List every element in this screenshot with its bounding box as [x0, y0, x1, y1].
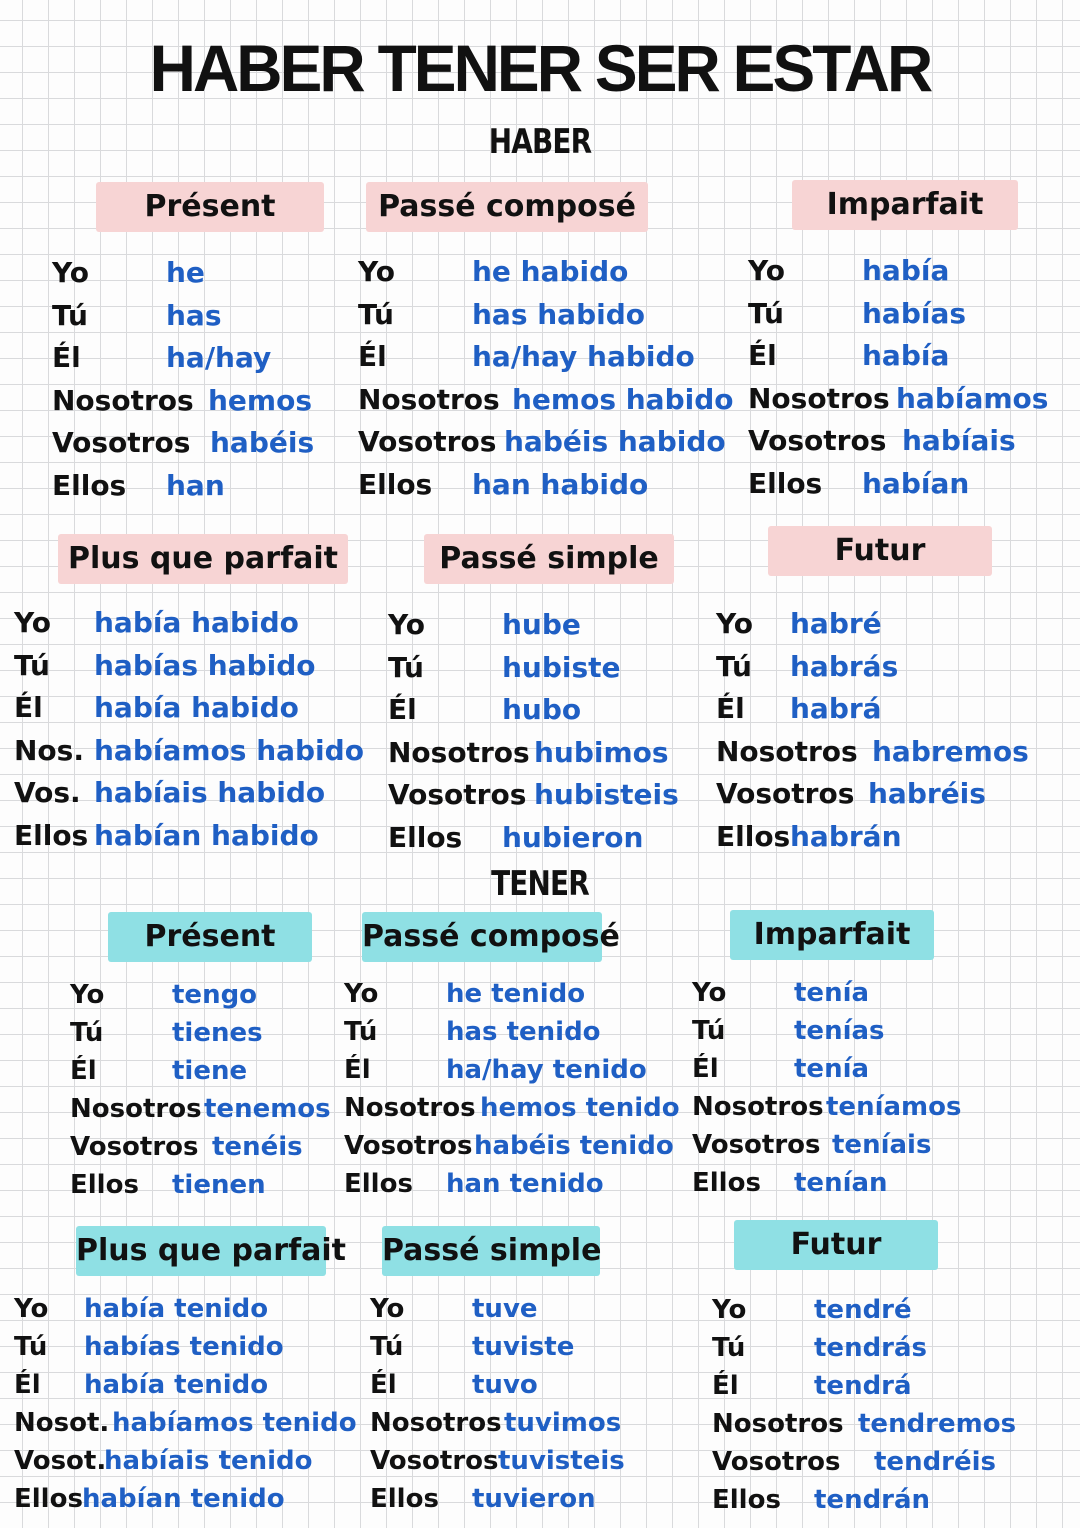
conjugated-form: tendrán	[814, 1485, 931, 1515]
conjugation-row	[712, 1367, 1022, 1405]
conjugated-form: habíamos habido	[94, 733, 364, 767]
conjugated-form: hubo	[502, 693, 582, 726]
conjugation-row	[370, 1404, 630, 1442]
haber-imparfait-label: Imparfait	[792, 180, 1018, 230]
conjugation-row	[344, 1127, 674, 1165]
tener-plus-que-parfait-table	[14, 1290, 357, 1518]
conjugation-row	[344, 975, 674, 1013]
pronoun: Ellos	[344, 1169, 413, 1199]
conjugation-row	[716, 603, 1056, 646]
conjugation-row	[358, 379, 734, 422]
conjugation-row	[748, 335, 1066, 378]
pronoun: Yo	[344, 979, 379, 1009]
conjugated-form: he habido	[472, 255, 629, 288]
conjugated-form: tengo	[172, 980, 258, 1010]
conjugated-form: habrá	[790, 692, 882, 725]
conjugation-row	[692, 1088, 972, 1126]
haber-futur-label: Futur	[768, 526, 992, 576]
conjugated-form: había	[862, 339, 950, 372]
conjugation-row	[14, 1480, 354, 1518]
conjugated-form: ha/hay	[166, 341, 272, 374]
tener-present-table	[70, 976, 332, 1204]
conjugated-form: tenemos	[204, 1094, 331, 1124]
pronoun: Nosotros	[370, 1408, 502, 1438]
conjugated-form: han tenido	[446, 1169, 604, 1199]
conjugated-form: tenías	[794, 1016, 885, 1046]
conjugated-form: habéis tenido	[474, 1131, 674, 1161]
tener-imparfait-table	[692, 974, 972, 1202]
pronoun: Yo	[358, 255, 395, 288]
conjugation-row	[70, 1128, 332, 1166]
haber-present-table	[52, 252, 342, 507]
conjugation-row	[14, 1328, 354, 1366]
pronoun: Él	[70, 1056, 97, 1086]
tener-heading: TENER	[491, 864, 589, 904]
pronoun: Ellos	[370, 1484, 439, 1514]
conjugation-row	[716, 731, 1056, 774]
conjugation-row	[388, 774, 688, 817]
conjugation-row	[748, 250, 1066, 293]
pronoun: Él	[692, 1054, 719, 1084]
haber-passe-simple-label: Passé simple	[424, 534, 674, 584]
tener-passe-simple-table	[370, 1290, 630, 1518]
pronoun: Yo	[14, 1294, 49, 1324]
pronoun: Yo	[70, 980, 105, 1010]
conjugation-row	[748, 378, 1066, 421]
pronoun: Ellos	[692, 1168, 761, 1198]
pronoun: Yo	[388, 608, 425, 641]
conjugation-row	[14, 815, 366, 858]
conjugation-row	[388, 817, 688, 860]
conjugated-form: hemos tenido	[480, 1093, 680, 1123]
conjugated-form: tienes	[172, 1018, 263, 1048]
conjugated-form: has habido	[472, 297, 645, 331]
pronoun: Nosotros	[70, 1094, 202, 1124]
pronoun: Ellos	[358, 467, 433, 501]
conjugated-form: tendré	[814, 1295, 912, 1325]
pronoun: Vosotros	[70, 1132, 199, 1162]
conjugation-row	[692, 1012, 972, 1050]
conjugated-form: habéis	[210, 426, 315, 459]
conjugated-form: habías	[862, 296, 967, 330]
pronoun: Ellos	[712, 1485, 781, 1515]
conjugated-form: tenéis	[212, 1132, 303, 1162]
pronoun: Vosot.	[14, 1446, 107, 1476]
conjugated-form: tuve	[472, 1294, 538, 1324]
pronoun: Ellos	[14, 1484, 83, 1514]
pronoun: Ellos	[748, 466, 823, 500]
conjugated-form: has tenido	[446, 1017, 601, 1047]
tener-passe-simple-label: Passé simple	[382, 1226, 600, 1276]
pronoun: Vosotros	[52, 426, 191, 459]
conjugated-form: tuviste	[472, 1332, 575, 1362]
conjugation-row	[748, 420, 1066, 463]
haber-passe-compose-table	[358, 251, 734, 506]
pronoun: Tú	[14, 648, 50, 682]
conjugated-form: tuvo	[472, 1370, 538, 1400]
conjugated-form: hubisteis	[534, 778, 679, 811]
conjugation-row	[70, 1014, 332, 1052]
pronoun: Él	[716, 692, 745, 725]
conjugated-form: habréis	[868, 777, 986, 810]
pronoun: Yo	[692, 978, 727, 1008]
conjugation-row	[52, 465, 342, 508]
pronoun: Vosotros	[370, 1446, 499, 1476]
pronoun: Yo	[370, 1294, 405, 1324]
conjugated-form: habrás	[790, 649, 899, 683]
pronoun: Él	[344, 1055, 371, 1085]
haber-heading: HABER	[488, 122, 592, 162]
haber-plus-que-parfait-table	[14, 602, 366, 857]
conjugated-form: habrán	[790, 819, 902, 853]
pronoun: Ellos	[14, 818, 89, 852]
conjugated-form: habías tenido	[84, 1332, 284, 1362]
page-title: HABER TENER SER ESTAR	[149, 31, 931, 105]
conjugated-form: teníamos	[826, 1092, 962, 1122]
conjugation-row	[14, 1290, 354, 1328]
pronoun: Vos.	[14, 776, 81, 809]
conjugated-form: habían	[862, 466, 970, 500]
pronoun: Yo	[14, 606, 51, 639]
conjugation-row	[52, 252, 342, 295]
pronoun: Nosotros	[52, 383, 194, 417]
pronoun: Nosotros	[344, 1093, 476, 1123]
conjugation-row	[692, 1164, 972, 1202]
conjugation-row	[712, 1481, 1022, 1519]
conjugated-form: teníais	[832, 1130, 932, 1160]
tener-futur-table	[712, 1291, 1022, 1519]
pronoun: Tú	[70, 1018, 104, 1048]
conjugated-form: tenían	[794, 1168, 888, 1198]
pronoun: Él	[748, 339, 777, 372]
conjugated-form: habíais	[902, 424, 1016, 457]
conjugation-row	[344, 1089, 680, 1127]
conjugated-form: tendréis	[874, 1447, 997, 1477]
pronoun: Tú	[716, 649, 752, 683]
conjugation-row	[716, 646, 1056, 689]
conjugation-row	[14, 1404, 357, 1442]
tener-plus-que-parfait-label: Plus que parfait	[76, 1226, 326, 1276]
conjugation-row	[712, 1291, 1022, 1329]
pronoun: Nosot.	[14, 1408, 110, 1438]
pronoun: Yo	[52, 256, 89, 289]
conjugated-form: hemos habido	[512, 382, 734, 416]
conjugation-row	[388, 604, 688, 647]
tener-passe-compose-table	[344, 975, 680, 1203]
conjugation-row	[344, 1013, 674, 1051]
conjugated-form: habré	[790, 607, 882, 640]
conjugation-row	[14, 1442, 354, 1480]
conjugated-form: habías habido	[94, 648, 316, 682]
pronoun: Vosotros	[712, 1447, 841, 1477]
pronoun: Nosotros	[748, 381, 890, 415]
conjugation-row	[52, 295, 342, 338]
conjugated-form: habían habido	[94, 818, 319, 852]
pronoun: Ellos	[52, 468, 127, 502]
conjugation-row	[14, 730, 366, 773]
pronoun: Él	[388, 693, 417, 726]
conjugation-row	[716, 773, 1056, 816]
conjugated-form: han	[166, 468, 225, 502]
pronoun: Vosotros	[344, 1131, 473, 1161]
conjugation-row	[70, 976, 332, 1014]
conjugation-row	[692, 974, 972, 1012]
conjugation-row	[14, 645, 366, 688]
conjugation-row	[14, 687, 366, 730]
tener-passe-compose-label: Passé composé	[362, 912, 602, 962]
conjugated-form: tendrá	[814, 1371, 912, 1401]
pronoun: Tú	[692, 1016, 726, 1046]
conjugation-row	[344, 1051, 674, 1089]
conjugated-form: tenía	[794, 978, 870, 1008]
conjugation-row	[388, 732, 688, 775]
conjugation-row	[712, 1329, 1022, 1367]
haber-futur-table	[716, 603, 1056, 858]
pronoun: Nosotros	[712, 1409, 844, 1439]
conjugated-form: tendrás	[814, 1333, 928, 1363]
conjugated-form: he	[166, 256, 205, 289]
conjugated-form: tuvisteis	[498, 1446, 625, 1476]
conjugated-form: tienen	[172, 1170, 266, 1200]
pronoun: Tú	[344, 1017, 378, 1047]
conjugation-row	[52, 422, 342, 465]
conjugated-form: hubimos	[534, 735, 669, 769]
pronoun: Tú	[748, 296, 784, 330]
pronoun: Ellos	[388, 820, 463, 854]
conjugated-form: han habido	[472, 467, 649, 501]
conjugated-form: ha/hay tenido	[446, 1055, 647, 1085]
pronoun: Tú	[712, 1333, 746, 1363]
conjugation-row	[344, 1165, 674, 1203]
pronoun: Vosotros	[748, 424, 887, 457]
pronoun: Él	[52, 341, 81, 374]
conjugation-row	[358, 464, 734, 507]
conjugated-form: tiene	[172, 1056, 248, 1086]
conjugation-row	[358, 251, 734, 294]
conjugation-row	[692, 1050, 972, 1088]
conjugation-row	[70, 1166, 332, 1204]
conjugation-row	[692, 1126, 972, 1164]
conjugated-form: ha/hay habido	[472, 340, 695, 373]
pronoun: Nosotros	[358, 382, 500, 416]
pronoun: Yo	[712, 1295, 747, 1325]
pronoun: Él	[712, 1371, 739, 1401]
conjugation-row	[370, 1290, 630, 1328]
conjugated-form: habíamos tenido	[112, 1408, 357, 1438]
conjugated-form: habéis habido	[504, 425, 726, 458]
conjugated-form: hemos	[208, 383, 313, 417]
conjugated-form: habíamos	[896, 381, 1049, 415]
pronoun: Yo	[716, 607, 753, 640]
conjugation-row	[370, 1366, 630, 1404]
conjugated-form: hubieron	[502, 820, 644, 854]
pronoun: Nosotros	[716, 734, 858, 768]
pronoun: Tú	[388, 650, 424, 684]
conjugated-form: habremos	[872, 734, 1029, 768]
conjugated-form: hubiste	[502, 650, 621, 684]
conjugated-form: había	[862, 254, 950, 287]
conjugated-form: he tenido	[446, 979, 586, 1009]
conjugation-row	[712, 1405, 1022, 1443]
haber-passe-compose-label: Passé composé	[366, 182, 648, 232]
conjugation-row	[370, 1480, 630, 1518]
pronoun: Él	[370, 1370, 397, 1400]
conjugated-form: habían tenido	[82, 1484, 285, 1514]
conjugation-row	[716, 816, 1056, 859]
tener-imparfait-label: Imparfait	[730, 910, 934, 960]
pronoun: Tú	[52, 298, 88, 332]
conjugated-form: tendremos	[858, 1409, 1017, 1439]
conjugation-row	[52, 337, 342, 380]
conjugated-form: había tenido	[84, 1294, 269, 1324]
conjugation-row	[52, 380, 342, 423]
pronoun: Yo	[748, 254, 785, 287]
conjugation-row	[358, 294, 734, 337]
conjugation-row	[388, 689, 688, 732]
pronoun: Vosotros	[388, 778, 527, 811]
haber-present-label: Présent	[96, 182, 324, 232]
pronoun: Vosotros	[358, 425, 497, 458]
haber-passe-simple-table	[388, 604, 688, 859]
pronoun: Él	[14, 1370, 41, 1400]
pronoun: Ellos	[716, 819, 791, 853]
pronoun: Nos.	[14, 733, 84, 767]
tener-futur-label: Futur	[734, 1220, 938, 1270]
pronoun: Vosotros	[716, 777, 855, 810]
conjugated-form: había habido	[94, 691, 299, 724]
conjugation-row	[712, 1443, 1022, 1481]
pronoun: Tú	[14, 1332, 48, 1362]
conjugation-row	[358, 421, 734, 464]
conjugation-row	[14, 1366, 354, 1404]
haber-plus-que-parfait-label: Plus que parfait	[58, 534, 348, 584]
conjugated-form: has	[166, 298, 222, 332]
conjugation-row	[370, 1442, 630, 1480]
pronoun: Tú	[358, 297, 394, 331]
pronoun: Ellos	[70, 1170, 139, 1200]
conjugation-row	[716, 688, 1056, 731]
pronoun: Nosotros	[692, 1092, 824, 1122]
conjugated-form: habíais habido	[94, 776, 326, 809]
conjugation-row	[14, 602, 366, 645]
conjugation-row	[70, 1090, 332, 1128]
conjugation-row	[358, 336, 734, 379]
pronoun: Nosotros	[388, 735, 530, 769]
conjugated-form: hube	[502, 608, 581, 641]
tener-present-label: Présent	[108, 912, 312, 962]
pronoun: Él	[358, 340, 387, 373]
conjugated-form: habíais tenido	[104, 1446, 313, 1476]
conjugated-form: tuvieron	[472, 1484, 596, 1514]
pronoun: Vosotros	[692, 1130, 821, 1160]
conjugation-row	[70, 1052, 332, 1090]
haber-imparfait-table	[748, 250, 1066, 505]
conjugated-form: tenía	[794, 1054, 870, 1084]
conjugation-row	[370, 1328, 630, 1366]
pronoun: Tú	[370, 1332, 404, 1362]
conjugated-form: había tenido	[84, 1370, 269, 1400]
pronoun: Él	[14, 691, 43, 724]
conjugation-row	[748, 463, 1066, 506]
conjugation-row	[14, 772, 366, 815]
conjugated-form: tuvimos	[504, 1408, 622, 1438]
conjugation-row	[388, 647, 688, 690]
conjugated-form: había habido	[94, 606, 299, 639]
conjugation-row	[748, 293, 1066, 336]
